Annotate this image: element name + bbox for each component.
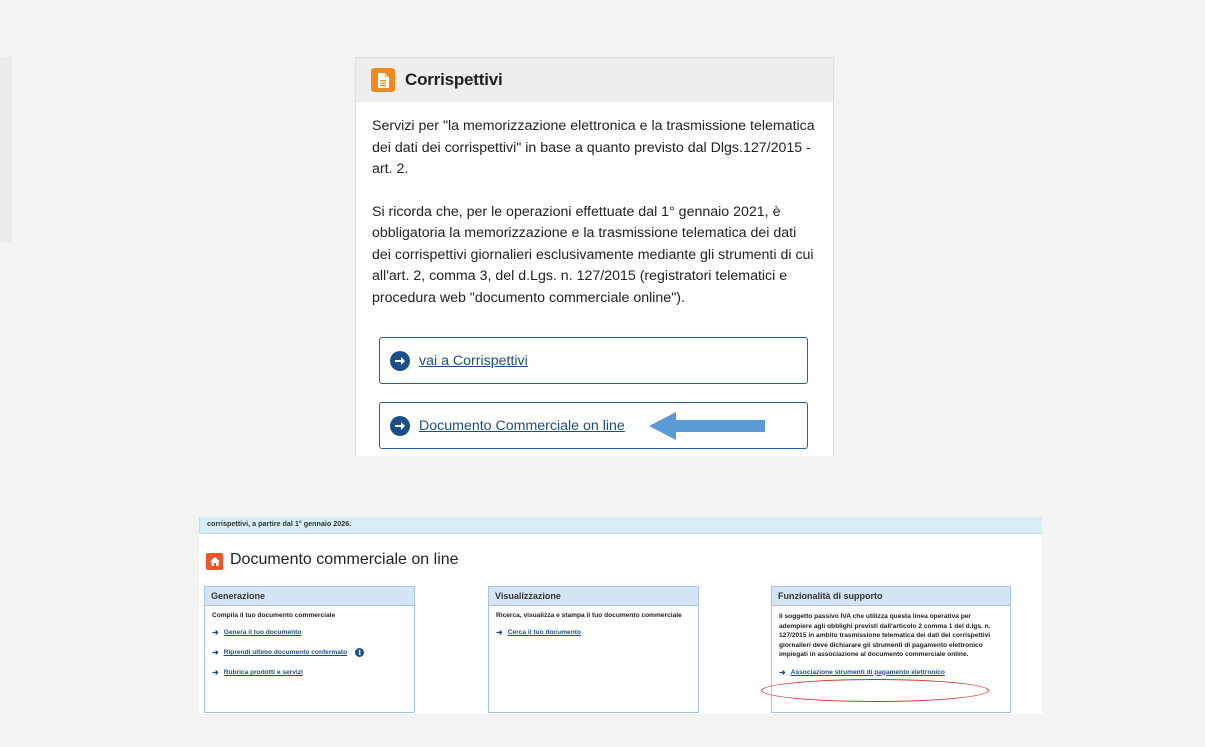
notice-bar	[199, 517, 1042, 534]
cerca-documento-link[interactable]: ➜ Cerca il tuo documento	[496, 628, 581, 637]
arrow-right-icon: ➜	[212, 668, 219, 677]
section-title: Documento commerciale on line	[230, 551, 459, 568]
card-generazione	[204, 586, 415, 713]
corrispettivi-panel	[355, 57, 834, 456]
panel-body	[356, 102, 833, 309]
riprendi-documento-link[interactable]: ➜ Riprendi ultimo documento confermato i	[212, 648, 407, 657]
info-icon[interactable]: i	[355, 648, 364, 657]
home-icon	[206, 553, 223, 570]
arrow-right-icon: ➜	[779, 667, 786, 677]
intro-paragraph: Servizi per "la memorizzazione elettronica e la trasmissione telematica dei dati dei corrispettivi" in base a quanto previsto dal Dlgs.127/2015 - art. 2.	[372, 118, 815, 177]
arrow-right-icon: ➜	[212, 648, 219, 657]
documento-commerciale-link[interactable]: Documento Commerciale on line	[419, 417, 625, 434]
notice-text: corrispettivi, a partire dal 1° gennaio 2026.	[207, 519, 352, 528]
genera-documento-link[interactable]: ➜ Genera il tuo documento	[212, 628, 302, 637]
card-description: Il soggetto passivo IVA che utilizza questa linea operativa per adempiere agli obblighi previsti dall'articolo 2 comma 1 del d.lgs. n. 127/2015 in ambito trasmissione telematica dei dati dei corrispettivi giornalieri deve dichiarare gli strumenti di pagamento elettronico impiegati in associazione al documento commerciale online.	[779, 613, 991, 658]
card-visualizzazione	[488, 586, 699, 713]
arrow-circle-right-icon	[390, 416, 410, 436]
card-header: Visualizzazione	[489, 587, 698, 606]
highlight-oval	[761, 679, 989, 702]
vai-a-corrispettivi-link[interactable]: vai a Corrispettivi	[419, 352, 528, 369]
card-header: Generazione	[205, 587, 414, 606]
rubrica-prodotti-link[interactable]: ➜ Rubrica prodotti e servizi	[212, 668, 303, 677]
panel-header	[356, 58, 833, 102]
documento-commerciale-screenshot	[199, 517, 1042, 714]
pointer-arrow-icon	[649, 412, 767, 440]
arrow-right-icon: ➜	[212, 628, 219, 637]
arrow-right-icon: ➜	[496, 628, 503, 637]
associazione-strumenti-link[interactable]: ➜ Associazione strumenti di pagamento elettronico	[779, 667, 945, 677]
arrow-circle-right-icon	[390, 351, 410, 371]
notice-paragraph: Si ricorda che, per le operazioni effettuate dal 1° gennaio 2021, è obbligatoria la memorizzazione e la trasmissione telematica dei dati dei corrispettivi giornalieri esclusivamente mediante gli strumenti di cui all'art. 2, comma 3, del d.Lgs. n. 127/2015 (registratori telematici e procedura web "documento commerciale online").	[372, 203, 814, 306]
card-description: Ricerca, visualizza e stampa il tuo documento commerciale	[496, 612, 682, 619]
panel-title: Corrispettivi	[405, 70, 503, 89]
background-shade	[0, 57, 12, 242]
card-description: Compila il tuo documento commerciale	[212, 612, 336, 619]
vai-a-corrispettivi-button[interactable]	[379, 337, 808, 384]
card-header: Funzionalità di supporto	[772, 587, 1010, 606]
document-icon	[371, 68, 395, 92]
